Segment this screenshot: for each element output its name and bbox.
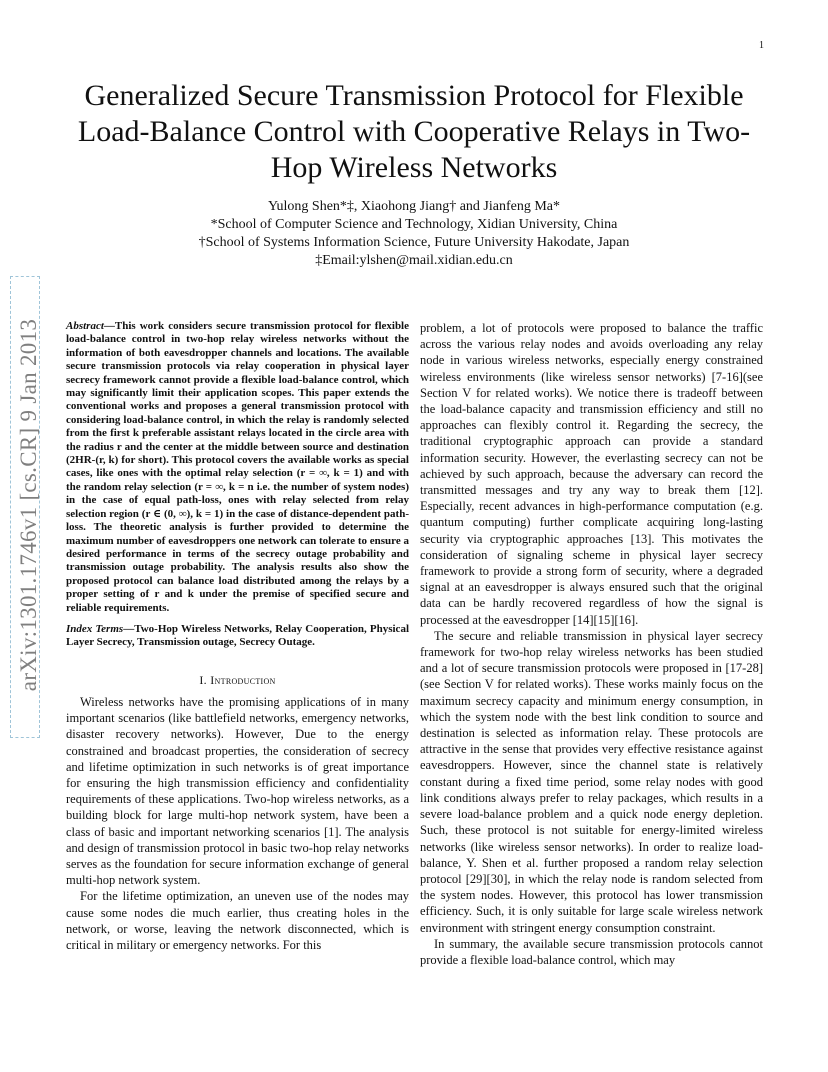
arxiv-stamp — [6, 270, 52, 740]
author-block — [60, 198, 768, 270]
arxiv-stamp-text: arXiv:1301.1746v1 [cs.CR] 9 Jan 2013 — [16, 318, 41, 692]
affiliation-1: *School of Computer Science and Technology, Xidian University, China — [210, 217, 618, 232]
index-terms — [66, 623, 409, 650]
abstract-text: —This work considers secure transmission protocol for flexible load-balance control in two-hop relay wireless networks without the information of both eavesdropper channels and locations. The available secure transmission protocols via relay cooperation in physical layer secrecy framework cannot provide a flexible load-balance control, which may significantly limit their application scopes. This paper extends the conventional works and proposes a general transmission protocol with considering load-balance control, in which the relay is randomly selected from the first k preferable assistant relays located in the circle area with the radius r and the center at the middle between source and destination (2HR-(r, k) for short). This protocol covers the available works as special cases, like ones with the optimal relay selection (r = ∞, k = 1) and with the random relay selection (r = ∞, k = n i.e. the number of system nodes) in the case of equal path-loss, ones with relay selected from relay selection region (r ∈ (0, ∞), k = 1) in the case of distance-dependent path-loss. The theoretic analysis is further provided to determine the maximum number of eavesdroppers one network can tolerate to ensure a desired performance in terms of the secrecy outage probability and transmission outage probability. The analysis results also show the proposed protocol can balance load distributed among the relays by a proper setting of r and k under the premise of specified secure and reliable requirements. — [66, 320, 409, 614]
paragraph: The secure and reliable transmission in physical layer secrecy framework for two-hop relay wireless networks has been studied and a lot of secure transmission protocols were proposed in [17-28](see Section V for related works). These works mainly focus on the maximum secrecy capacity and minimum energy consumption, in which the system node with the best link condition to source and destination is selected as information relay. These protocols are attractive in the sense that provides very effective resistance against eavesdroppers. However, since the channel state is relatively constant during a fixed time period, some relay nodes with good link conditions always prefer to relay packages, which results in a severe load-balance problem and a quick node energy depletion. Such, these protocol is not suitable for energy-limited wireless networks (like wireless sensor networks). In order to realize load-balance, Y. Shen et al. further proposed a random relay selection protocol [29][30], in which the relay node is random selected from the system nodes. However, this protocol has lower transmission efficiency. Such, it is only suitable for large scale wireless network environment with stringent energy consumption constraint. — [420, 628, 763, 935]
abstract — [66, 320, 409, 615]
left-column — [66, 320, 409, 953]
section-heading — [66, 672, 409, 688]
affiliation-2: †School of Systems Information Science, Future University Hakodate, Japan — [198, 235, 630, 250]
paragraph: Wireless networks have the promising applications of in many important scenarios (like battlefield networks, emergency networks, disaster recovery networks). However, Due to the energy constrained and broadcast properties, the consideration of secrecy and lifetime optimization in such networks is of great importance for ensuring the high transmission efficiency and confidentiality requirements of these applications. Two-hop wireless networks, as a building block for large multi-hop network system, have been a class of basic and important networking scenarios [1]. The analysis and design of transmission protocol in basic two-hop relay networks serves as the foundation for secure information exchange of general multi-hop network system. — [66, 694, 409, 888]
paragraph: problem, a lot of protocols were proposed to balance the traffic across the various relay nodes and avoids overloading any relay node in various wireless networks, especially energy constrained wireless environments (like wireless sensor networks) [7-16](see Section V for related works). We notice there is tradeoff between the load-balance capacity and transmission efficiency and still no approaches can flexibly control it. Regarding the secrecy, the traditional cryptographic approach can provide a standard information security. However, the everlasting secrecy can not be achieved by such approach, because the adversary can record the transmitted messages and try any way to break them [12]. Especially, recent advances in high-performance computation (e.g. quantum computing) further complicate acquiring long-lasting security via cryptographic approaches [13]. This motivates the consideration of signaling scheme in physical layer secrecy framework to provide a strong form of security, where a degraded signal at an eavesdropper is always ensured such that the original data can be hardly recovered regardless of how the signal is processed at the eavesdropper [14][15][16]. — [420, 321, 763, 627]
author-email: ‡Email:ylshen@mail.xidian.edu.cn — [315, 253, 513, 268]
author-names: Yulong Shen*‡, Xiaohong Jiang† and Jianfeng Ma* — [267, 199, 561, 214]
index-terms-label: Index Terms — [66, 622, 124, 635]
section-number: I. — [199, 672, 207, 687]
paragraph: For the lifetime optimization, an uneven use of the nodes may cause some nodes die much earlier, thus creating holes in the network, or worse, leaving the network disconnected, which is critical in military or emergency networks. For this — [66, 889, 409, 952]
abstract-label: Abstract — [66, 320, 104, 332]
index-terms-text: —Two-Hop Wireless Networks, Relay Cooperation, Physical Layer Secrecy, Transmission outage, Secrecy Outage. — [66, 622, 409, 649]
paper-title: Generalized Secure Transmission Protocol for Flexible Load-Balance Control with Cooperative Relays in Two-Hop Wireless Networks — [77, 79, 751, 184]
page-number: 1 — [759, 40, 764, 51]
paragraph: In summary, the available secure transmission protocols cannot provide a flexible load-balance control, which may — [420, 936, 763, 967]
right-column — [420, 320, 763, 968]
section-title: Introduction — [210, 672, 276, 687]
